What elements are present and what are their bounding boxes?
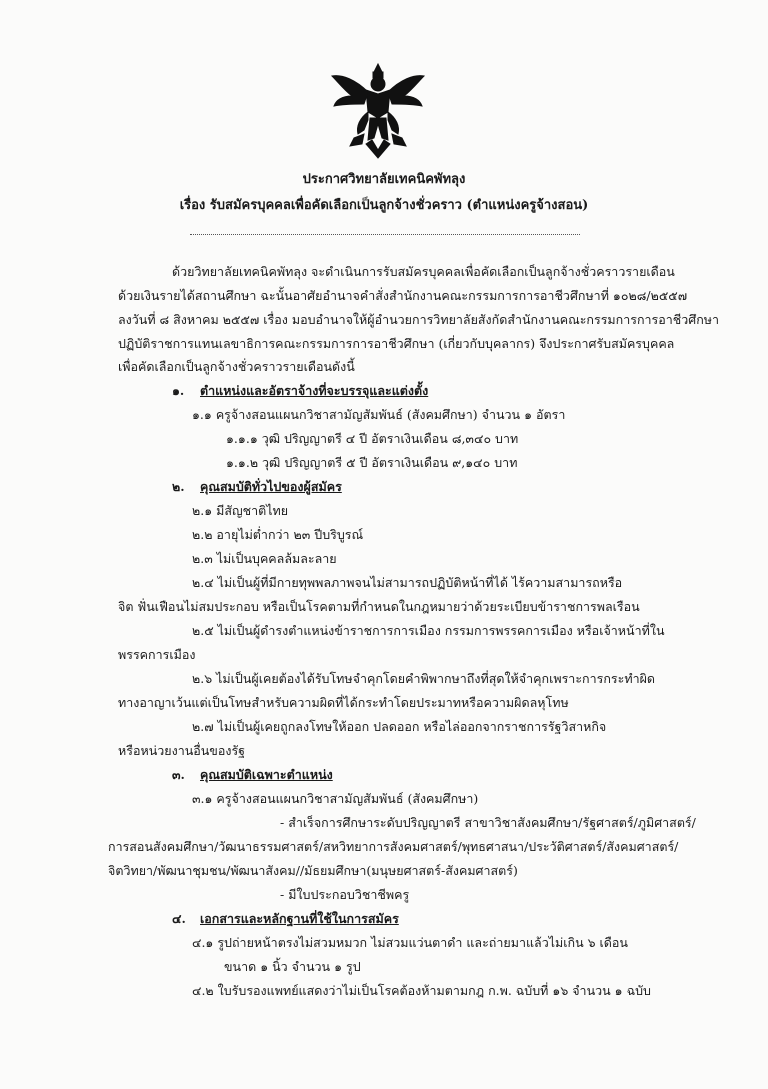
section-2-item: ๒.๖ ไม่เป็นผู้เคยต้องได้รับโทษจำคุกโดยคำพิพากษาถึงที่สุดให้จำคุกเพราะการกระทำผิด <box>192 671 656 686</box>
section-4-item: ๔.๒ ใบรับรองแพทย์แสดงว่าไม่เป็นโรคต้องห้ามตามกฎ ก.พ. ฉบับที่ ๑๖ จำนวน ๑ ฉบับ <box>192 983 651 998</box>
intro-line: ด้วยวิทยาลัยเทคนิคพัทลุง จะดำเนินการรับสมัครบุคคลเพื่อคัดเลือกเป็นลูกจ้างชั่วคราวรายเดือน <box>172 264 675 279</box>
section-4-heading: เอกสารและหลักฐานที่ใช้ในการสมัคร <box>200 911 399 926</box>
announcement-title: ประกาศวิทยาลัยเทคนิคพัทลุง <box>302 172 466 187</box>
intro-line: เพื่อคัดเลือกเป็นลูกจ้างชั่วคราวรายเดือนดังนี้ <box>118 359 355 374</box>
dotted-divider <box>190 234 580 235</box>
section-2-number: ๒. <box>172 479 185 494</box>
section-3-heading: คุณสมบัติเฉพาะตำแหน่ง <box>200 767 333 782</box>
section-2-item: ๒.๑ มีสัญชาติไทย <box>192 503 289 518</box>
section-2-item: ๒.๕ ไม่เป็นผู้ดำรงตำแหน่งข้าราชการการเมือง กรรมการพรรคการเมือง หรือเจ้าหน้าที่ใน <box>192 623 665 638</box>
section-2-item-cont: จิต ฟั่นเฟือนไม่สมประกอบ หรือเป็นโรคตามที่กำหนดในกฎหมายว่าด้วยระเบียบข้าราชการพลเรือน <box>118 599 640 614</box>
section-2-heading: คุณสมบัติทั่วไปของผู้สมัคร <box>200 479 342 494</box>
section-1-heading: ตำแหน่งและอัตราจ้างที่จะบรรจุและแต่งตั้ง <box>200 383 429 398</box>
section-1-sub-item: ๑.๑.๑ วุฒิ ปริญญาตรี ๔ ปี อัตราเงินเดือน ๘,๓๔๐ บาท <box>226 431 519 446</box>
garuda-emblem-icon <box>328 60 428 160</box>
qualification-line: จิตวิทยา/พัฒนาชุมชน/พัฒนาสังคม//มัธยมศึกษา(มนุษยศาสตร์-สังคมศาสตร์) <box>108 863 518 878</box>
section-3-item: ๓.๑ ครูจ้างสอนแผนกวิชาสามัญสัมพันธ์ (สังคมศึกษา) <box>192 791 479 806</box>
intro-line: ด้วยเงินรายได้สถานศึกษา ฉะนั้นอาศัยอำนาจคำสั่งสำนักงานคณะกรรมการการอาชีวศึกษาที่ ๑๐๒๘/๒๕๕๗ <box>118 288 688 303</box>
qualification-line: - สำเร็จการศึกษาระดับปริญญาตรี สาขาวิชาสังคมศึกษา/รัฐศาสตร์/ภูมิศาสตร์/ <box>280 815 696 830</box>
qualification-line: - มีใบประกอบวิชาชีพครู <box>280 887 410 902</box>
intro-line: ปฏิบัติราชการแทนเลขาธิการคณะกรรมการการอาชีวศึกษา (เกี่ยวกับบุคลากร) จึงประกาศรับสมัครบุคคล <box>118 336 675 351</box>
section-2-item: ๒.๗ ไม่เป็นผู้เคยถูกลงโทษให้ออก ปลดออก หรือไล่ออกจากราชการรัฐวิสาหกิจ <box>192 719 607 734</box>
section-2-item-cont: พรรคการเมือง <box>118 647 196 662</box>
section-2-item-cont: ทางอาญาเว้นแต่เป็นโทษสำหรับความผิดที่ได้กระทำโดยประมาทหรือความผิดลหุโทษ <box>118 695 569 710</box>
section-3-number: ๓. <box>172 767 185 782</box>
announcement-subject: เรื่อง รับสมัครบุคคลเพื่อคัดเลือกเป็นลูกจ้างชั่วคราว (ตำแหน่งครูจ้างสอน) <box>179 198 589 213</box>
section-4-item-cont: ขนาด ๑ นิ้ว จำนวน ๑ รูป <box>224 959 361 974</box>
intro-line: ลงวันที่ ๘ สิงหาคม ๒๕๕๗ เรื่อง มอบอำนาจให้ผู้อำนวยการวิทยาลัยสังกัดสำนักงานคณะกรรมการการอาชีวศึกษา <box>118 312 720 327</box>
section-1-item: ๑.๑ ครูจ้างสอนแผนกวิชาสามัญสัมพันธ์ (สังคมศึกษา) จำนวน ๑ อัตรา <box>192 407 566 422</box>
section-4-item: ๔.๑ รูปถ่ายหน้าตรงไม่สวมหมวก ไม่สวมแว่นตาดำ และถ่ายมาแล้วไม่เกิน ๖ เดือน <box>192 935 628 950</box>
section-1-number: ๑. <box>172 383 185 398</box>
section-2-item: ๒.๒ อายุไม่ต่ำกว่า ๒๓ ปีบริบูรณ์ <box>192 527 364 542</box>
section-1-sub-item: ๑.๑.๒ วุฒิ ปริญญาตรี ๕ ปี อัตราเงินเดือน ๙,๑๔๐ บาท <box>226 455 518 470</box>
section-2-item: ๒.๔ ไม่เป็นผู้ที่มีกายทุพพลภาพจนไม่สามารถปฏิบัติหน้าที่ได้ ไร้ความสามารถหรือ <box>192 575 623 590</box>
section-4-number: ๔. <box>172 911 186 926</box>
section-2-item: ๒.๓ ไม่เป็นบุคคลล้มละลาย <box>192 551 337 566</box>
qualification-line: การสอนสังคมศึกษา/วัฒนาธรรมศาสตร์/สหวิทยาการสังคมศาสตร์/พุทธศาสนา/ประวัติศาสตร์/สังคมศาสตร์/ <box>108 839 679 854</box>
section-2-item-cont: หรือหน่วยงานอื่นของรัฐ <box>118 743 246 758</box>
